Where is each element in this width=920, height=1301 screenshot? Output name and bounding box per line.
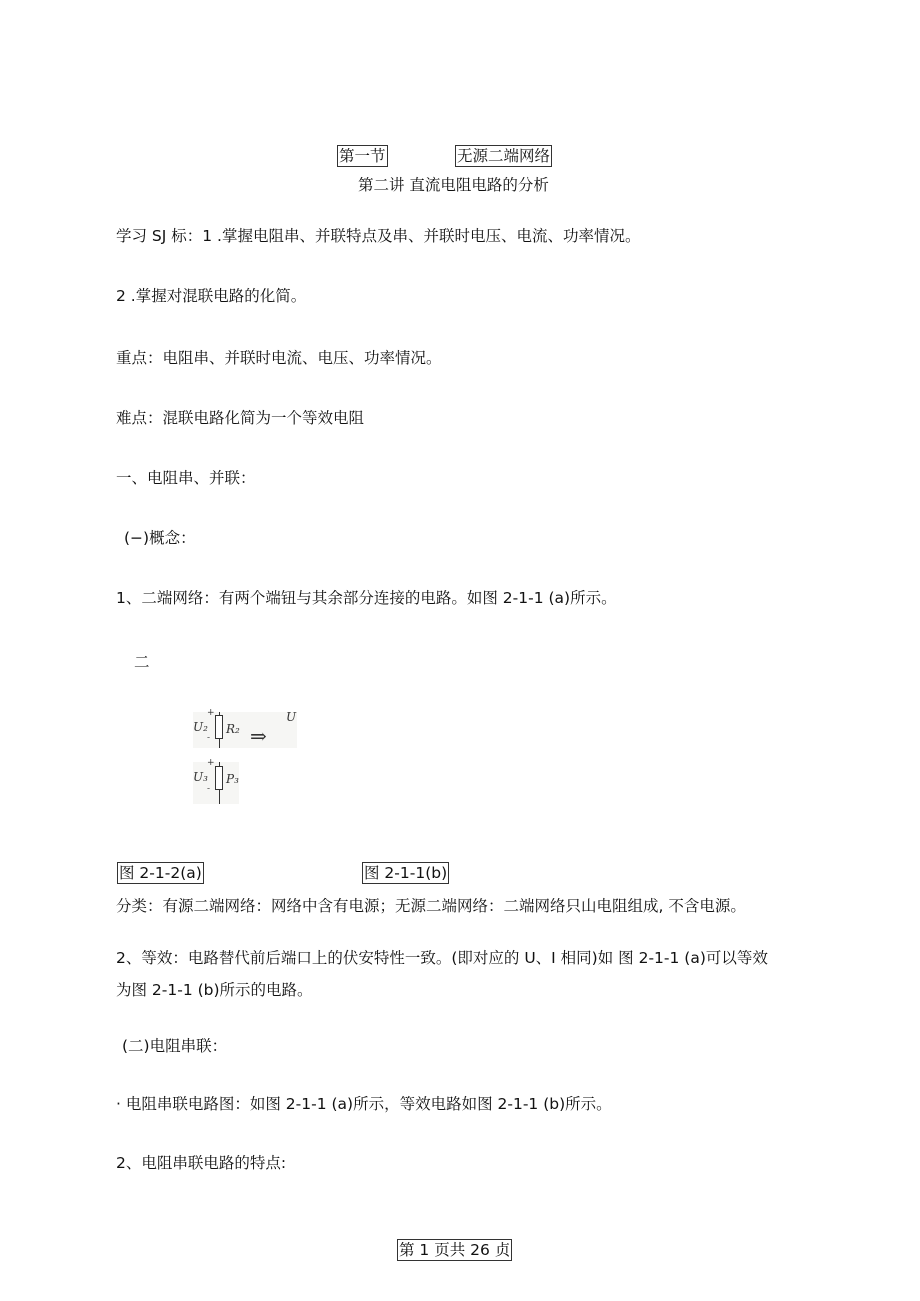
arrow-icon: ⇒ <box>250 724 267 748</box>
u-label: U <box>286 710 297 724</box>
section-title: 无源二端网络 <box>457 147 551 165</box>
series-2: 2、电阻串联电路的特点: <box>116 1154 287 1172</box>
section-label: 第一节 <box>339 147 386 165</box>
objective-1: 学习 SJ 标：1 .掌握电阻串、并联特点及串、并联时电压、电流、功率情况。 <box>116 227 641 245</box>
resistor-r2 <box>215 715 223 739</box>
lecture-title: 第二讲 直流电阻电路的分析 <box>358 176 549 194</box>
definition-2-line2: 为图 2-1-1 (b)所示的电路。 <box>116 981 313 999</box>
page-indicator: 第 1 页共 26 贞 <box>399 1241 511 1259</box>
definition-2-line1: 2、等效：电路替代前后端口上的伏安特性一致。(即对应的 U、I 相同)如 图 2-1-1 (a)可以等效 <box>116 949 768 967</box>
u2-label: U₂ <box>193 720 208 734</box>
plus-sign: + <box>207 708 215 718</box>
sub-heading-1: (−)概念： <box>124 529 196 547</box>
caption-a: 图 2-1-2(a) <box>119 864 202 882</box>
objective-2: 2 .掌握对混联电路的化简。 <box>116 287 307 305</box>
plus-sign: + <box>207 758 215 768</box>
difficulties: 难点：混联电路化简为一个等效电阻 <box>116 409 365 427</box>
definition-1: 1、二端网络：有两个端钮与其余部分连接的电路。如图 2-1-1 (a)所示。 <box>116 589 617 607</box>
classification: 分类：有源二端网络：网络中含有电源；无源二端网络：二端网络只山电阻组成, 不含电源。 <box>116 897 746 915</box>
heading-1: 一、电阻串、并联： <box>116 469 256 487</box>
r2-label: R₂ <box>226 722 240 736</box>
minus-sign: - <box>207 733 211 743</box>
minus-sign: - <box>207 784 211 794</box>
u3-label: U₃ <box>193 770 208 784</box>
caption-b: 图 2-1-1(b) <box>364 864 448 882</box>
series-1: · 电阻串联电路图：如图 2-1-1 (a)所示，等效电路如图 2-1-1 (b)所示。 <box>116 1095 612 1113</box>
r3-label: P₃ <box>226 772 239 786</box>
key-points: 重点：电阻串、并联时电流、电压、功率情况。 <box>116 349 442 367</box>
stray-char: 二 <box>134 653 150 671</box>
sub-heading-2: (二)电阻串联： <box>122 1037 228 1055</box>
resistor-r3 <box>215 766 223 790</box>
